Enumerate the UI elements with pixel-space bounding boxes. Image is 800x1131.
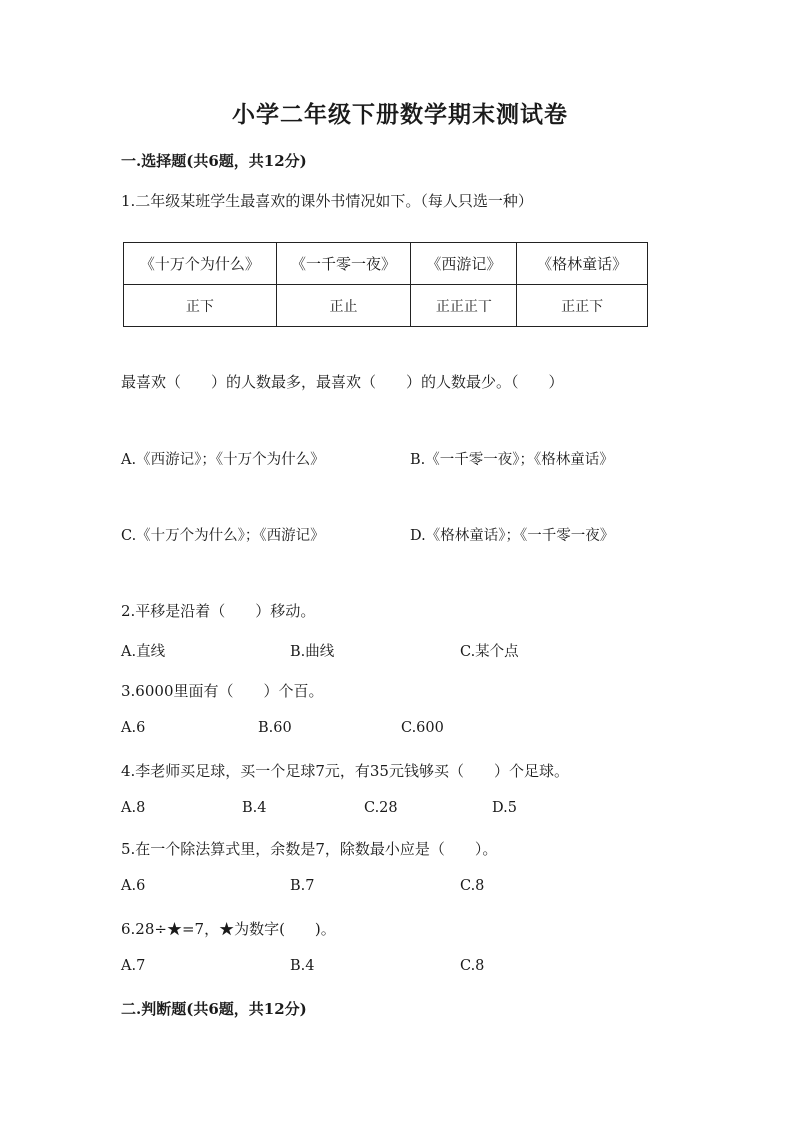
option-a: A.直线 — [121, 644, 166, 660]
option-b: B.4 — [242, 800, 267, 816]
option-c: C.8 — [460, 878, 485, 894]
option-b: B.60 — [258, 720, 292, 736]
question-6-stem: 6.28÷★=7，★为数字( )。 — [121, 920, 336, 938]
option-d: D.《格林童话》；《一千零一夜》 — [410, 528, 615, 544]
option-b: B.《一千零一夜》；《格林童话》 — [410, 452, 614, 468]
question-2-stem: 2.平移是沿着（ ）移动。 — [121, 602, 316, 620]
tally-cell — [124, 285, 277, 327]
tally-mark: 正止 — [329, 298, 358, 315]
option-a: A.6 — [121, 720, 146, 736]
option-c: C.某个点 — [460, 644, 519, 660]
tally-mark: 正正下 — [561, 298, 604, 315]
tally-mark: 正下 — [185, 298, 214, 315]
table-header-cell: 《一千零一夜》 — [276, 243, 411, 285]
option-a: A.8 — [121, 800, 146, 816]
option-b: B.7 — [290, 878, 315, 894]
book-tally-table — [123, 242, 648, 327]
question-1-stem: 1.二年级某班学生最喜欢的课外书情况如下。（每人只选一种） — [121, 192, 533, 210]
tally-cell — [411, 285, 517, 327]
table-header-row — [124, 243, 648, 285]
table-header-cell: 《西游记》 — [411, 243, 517, 285]
option-c: C.《十万个为什么》；《西游记》 — [121, 528, 325, 544]
option-c: C.8 — [460, 958, 485, 974]
option-b: B.4 — [290, 958, 315, 974]
table-row — [124, 285, 648, 327]
section-heading-true-false: 二.判断题(共6题，共12分) — [121, 1000, 307, 1018]
option-a: A.《西游记》；《十万个为什么》 — [121, 452, 325, 468]
option-c: C.600 — [401, 720, 444, 736]
question-3-stem: 3.6000里面有（ ）个百。 — [121, 682, 324, 700]
table-header-cell: 《格林童话》 — [517, 243, 648, 285]
tally-cell — [517, 285, 648, 327]
section-heading-choice: 一.选择题(共6题，共12分) — [121, 152, 307, 170]
page-title: 小学二年级下册数学期末测试卷 — [232, 101, 568, 128]
tally-mark: 正正正丅 — [435, 298, 492, 315]
question-5-stem: 5.在一个除法算式里，余数是7，除数最小应是（ ）。 — [121, 840, 498, 858]
question-4-stem: 4.李老师买足球，买一个足球7元，有35元钱够买（ ）个足球。 — [121, 762, 569, 780]
option-c: C.28 — [364, 800, 398, 816]
option-a: A.7 — [121, 958, 146, 974]
table-header-cell: 《十万个为什么》 — [124, 243, 277, 285]
option-b: B.曲线 — [290, 644, 335, 660]
option-a: A.6 — [121, 878, 146, 894]
question-1-prompt: 最喜欢（ ）的人数最多，最喜欢（ ）的人数最少。（ ） — [121, 373, 564, 391]
tally-cell — [276, 285, 411, 327]
option-d: D.5 — [492, 800, 517, 816]
